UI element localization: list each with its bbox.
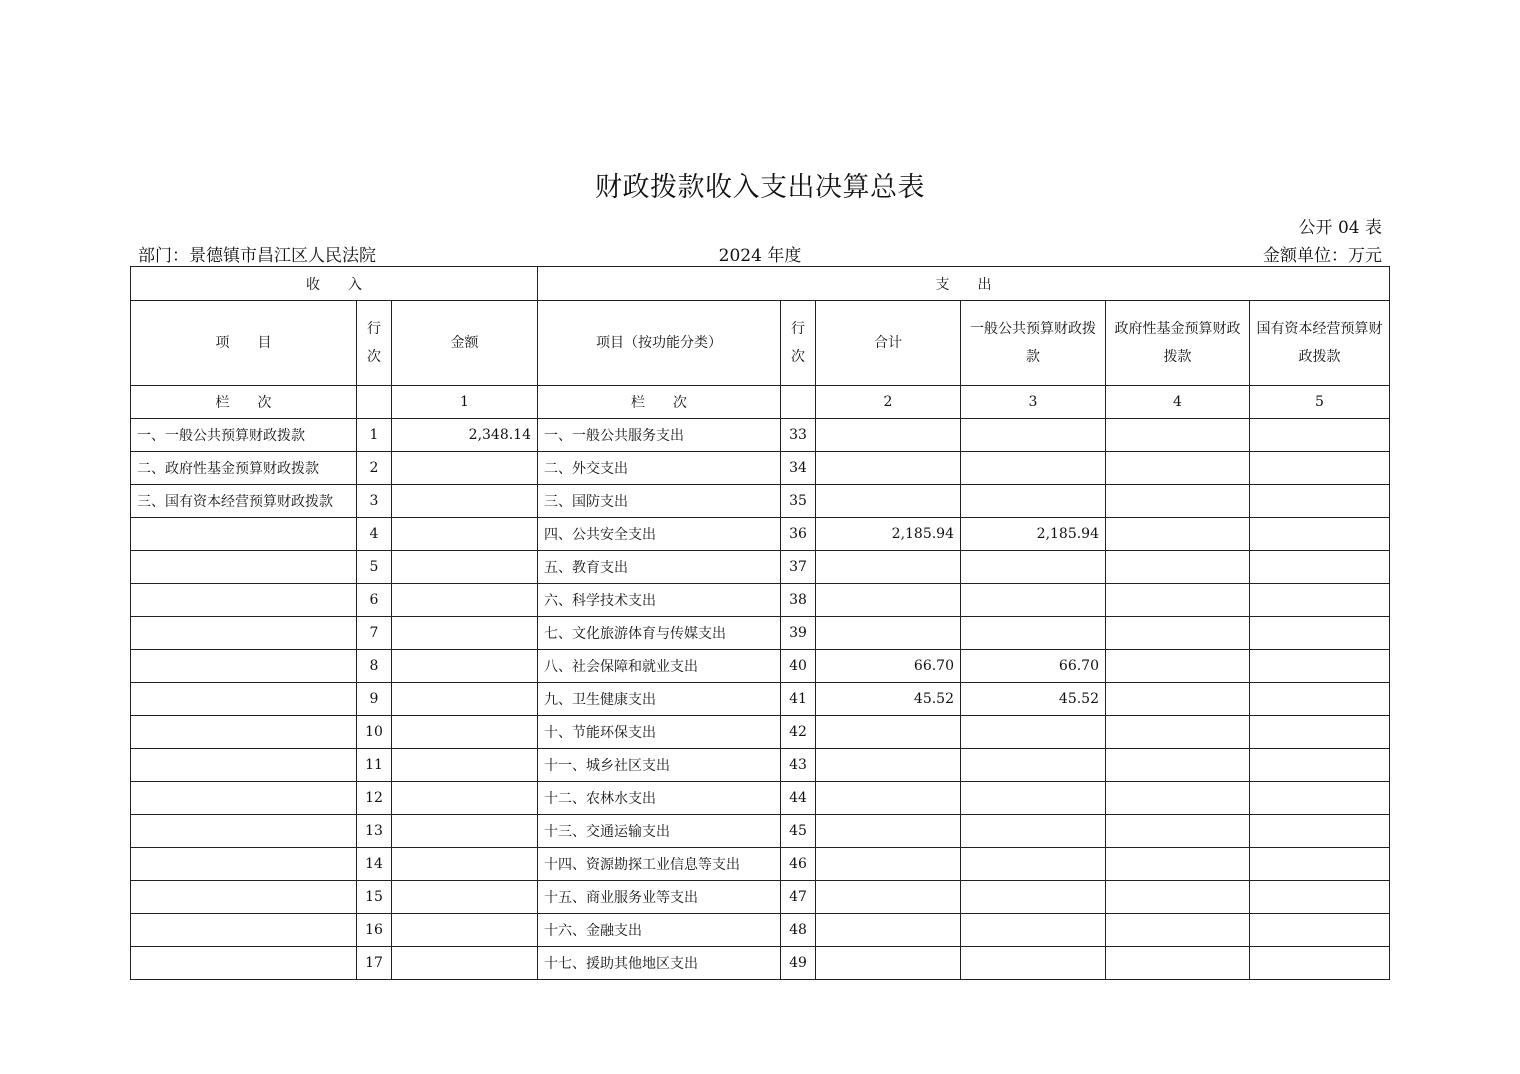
expense-row-no-cell: 33 [781,419,816,452]
total-cell [816,419,961,452]
income-item-cell: 三、国有资本经营预算财政拨款 [131,485,357,518]
expense-item-cell: 十一、城乡社区支出 [538,749,781,782]
gov-fund-cell [1106,716,1250,749]
table-row [131,584,1390,617]
income-amount-cell [392,848,538,881]
table-row [131,947,1390,980]
income-amount-cell: 2,348.14 [392,419,538,452]
lanci-blank-2 [781,386,816,419]
expense-item-cell: 十六、金融支出 [538,914,781,947]
income-row-no-cell: 15 [357,881,392,914]
gov-fund-cell [1106,749,1250,782]
state-capital-cell [1250,683,1390,716]
state-capital-cell [1250,617,1390,650]
income-item-cell [131,815,357,848]
general-budget-cell [961,452,1106,485]
table-row [131,848,1390,881]
general-budget-cell [961,815,1106,848]
income-row-no-cell: 2 [357,452,392,485]
expense-row-no-cell: 38 [781,584,816,617]
income-section: 收 入 [131,267,538,301]
state-capital-cell [1250,815,1390,848]
expense-row-no-cell: 47 [781,881,816,914]
department-label: 部门：景德镇市昌江区人民法院 [138,246,376,266]
table-row [131,683,1390,716]
header-row-no: 行次 [357,301,392,386]
income-amount-cell [392,881,538,914]
income-row-no-cell: 11 [357,749,392,782]
income-amount-cell [392,551,538,584]
income-amount-cell [392,584,538,617]
general-budget-cell [961,881,1106,914]
total-cell [816,881,961,914]
table-row [131,881,1390,914]
table-row [131,551,1390,584]
income-item-cell [131,584,357,617]
income-item-cell [131,782,357,815]
income-amount-cell [392,452,538,485]
income-item-cell [131,551,357,584]
gov-fund-cell [1106,617,1250,650]
income-amount-cell [392,914,538,947]
total-cell: 66.70 [816,650,961,683]
expense-item-cell: 九、卫生健康支出 [538,683,781,716]
table-row [131,452,1390,485]
gov-fund-cell [1106,782,1250,815]
column-number-row [131,386,1390,419]
lanci-c5: 5 [1250,386,1390,419]
income-row-no-cell: 1 [357,419,392,452]
income-amount-cell [392,683,538,716]
state-capital-cell [1250,551,1390,584]
expense-row-no-cell: 46 [781,848,816,881]
state-capital-cell [1250,485,1390,518]
expense-row-no-cell: 43 [781,749,816,782]
header-row-no-2: 行次 [781,301,816,386]
state-capital-cell [1250,452,1390,485]
total-cell [816,485,961,518]
table-row [131,650,1390,683]
lanci-c4: 4 [1106,386,1250,419]
total-cell [816,815,961,848]
general-budget-cell [961,485,1106,518]
gov-fund-cell [1106,518,1250,551]
total-cell [816,914,961,947]
expense-item-cell: 一、一般公共服务支出 [538,419,781,452]
income-amount-cell [392,815,538,848]
gov-fund-cell [1106,551,1250,584]
expense-row-no-cell: 40 [781,650,816,683]
state-capital-cell [1250,716,1390,749]
total-cell: 2,185.94 [816,518,961,551]
lanci-c1: 1 [392,386,538,419]
income-row-no-cell: 14 [357,848,392,881]
income-row-no-cell: 8 [357,650,392,683]
total-cell [816,584,961,617]
gov-fund-cell [1106,650,1250,683]
income-item-cell [131,914,357,947]
expense-item-cell: 十四、资源勘探工业信息等支出 [538,848,781,881]
expense-item-cell: 十五、商业服务业等支出 [538,881,781,914]
total-cell [816,782,961,815]
income-item-cell [131,683,357,716]
table-body [131,419,1390,980]
gov-fund-cell [1106,881,1250,914]
income-item-cell [131,518,357,551]
page-title: 财政拨款收入支出决算总表 [595,172,925,203]
income-item-cell [131,617,357,650]
lanci-label-2: 栏 次 [538,386,781,419]
income-item-cell [131,749,357,782]
expense-item-cell: 十七、援助其他地区支出 [538,947,781,980]
expense-row-no-cell: 37 [781,551,816,584]
general-budget-cell [961,419,1106,452]
expense-item-cell: 十三、交通运输支出 [538,815,781,848]
income-row-no-cell: 17 [357,947,392,980]
expense-row-no-cell: 39 [781,617,816,650]
header-general: 一般公共预算财政拨款 [961,301,1106,386]
expense-item-cell: 四、公共安全支出 [538,518,781,551]
general-budget-cell [961,584,1106,617]
budget-table [130,266,1390,980]
income-amount-cell [392,518,538,551]
income-amount-cell [392,947,538,980]
income-amount-cell [392,716,538,749]
header-total: 合计 [816,301,961,386]
table-row [131,485,1390,518]
income-amount-cell [392,650,538,683]
gov-fund-cell [1106,485,1250,518]
total-cell [816,617,961,650]
general-budget-cell [961,617,1106,650]
general-budget-cell [961,848,1106,881]
general-budget-cell [961,749,1106,782]
expense-item-cell: 十、节能环保支出 [538,716,781,749]
expense-item-cell: 三、国防支出 [538,485,781,518]
expense-row-no-cell: 45 [781,815,816,848]
form-number: 公开 04 表 [1298,218,1382,238]
expense-section: 支 出 [538,267,1390,301]
income-row-no-cell: 13 [357,815,392,848]
header-func-item: 项目（按功能分类） [538,301,781,386]
expense-item-cell: 二、外交支出 [538,452,781,485]
lanci-label: 栏 次 [131,386,357,419]
expense-item-cell: 五、教育支出 [538,551,781,584]
lanci-c2: 2 [816,386,961,419]
general-budget-cell: 66.70 [961,650,1106,683]
state-capital-cell [1250,650,1390,683]
lanci-blank [357,386,392,419]
total-cell [816,749,961,782]
gov-fund-cell [1106,452,1250,485]
column-header-row [131,301,1390,386]
expense-item-cell: 七、文化旅游体育与传媒支出 [538,617,781,650]
income-row-no-cell: 4 [357,518,392,551]
state-capital-cell [1250,518,1390,551]
gov-fund-cell [1106,584,1250,617]
state-capital-cell [1250,749,1390,782]
income-item-cell: 一、一般公共预算财政拨款 [131,419,357,452]
income-row-no-cell: 12 [357,782,392,815]
table-row [131,419,1390,452]
gov-fund-cell [1106,683,1250,716]
income-item-cell [131,716,357,749]
table-row [131,914,1390,947]
header-item: 项 目 [131,301,357,386]
state-capital-cell [1250,584,1390,617]
gov-fund-cell [1106,848,1250,881]
expense-item-cell: 十二、农林水支出 [538,782,781,815]
state-capital-cell [1250,881,1390,914]
expense-row-no-cell: 36 [781,518,816,551]
income-row-no-cell: 10 [357,716,392,749]
income-item-cell [131,848,357,881]
total-cell [816,452,961,485]
table-row [131,749,1390,782]
section-header-row [131,267,1390,301]
total-cell [816,947,961,980]
income-item-cell [131,881,357,914]
general-budget-cell [961,947,1106,980]
general-budget-cell [961,782,1106,815]
total-cell [816,716,961,749]
expense-row-no-cell: 35 [781,485,816,518]
income-row-no-cell: 16 [357,914,392,947]
income-row-no-cell: 9 [357,683,392,716]
income-item-cell [131,947,357,980]
state-capital-cell [1250,914,1390,947]
table-row [131,815,1390,848]
amount-unit: 金额单位：万元 [1263,246,1382,266]
income-amount-cell [392,782,538,815]
general-budget-cell [961,551,1106,584]
general-budget-cell: 45.52 [961,683,1106,716]
lanci-c3: 3 [961,386,1106,419]
expense-row-no-cell: 49 [781,947,816,980]
header-amount: 金额 [392,301,538,386]
gov-fund-cell [1106,815,1250,848]
state-capital-cell [1250,848,1390,881]
total-cell [816,551,961,584]
table-row [131,518,1390,551]
income-row-no-cell: 6 [357,584,392,617]
table-row [131,782,1390,815]
table-row [131,617,1390,650]
total-cell [816,848,961,881]
income-amount-cell [392,749,538,782]
state-capital-cell [1250,419,1390,452]
header-fund: 政府性基金预算财政拨款 [1106,301,1250,386]
income-amount-cell [392,617,538,650]
income-item-cell [131,650,357,683]
income-row-no-cell: 3 [357,485,392,518]
gov-fund-cell [1106,947,1250,980]
general-budget-cell [961,716,1106,749]
income-row-no-cell: 5 [357,551,392,584]
expense-row-no-cell: 44 [781,782,816,815]
income-amount-cell [392,485,538,518]
general-budget-cell [961,914,1106,947]
expense-item-cell: 八、社会保障和就业支出 [538,650,781,683]
income-item-cell: 二、政府性基金预算财政拨款 [131,452,357,485]
expense-row-no-cell: 48 [781,914,816,947]
expense-row-no-cell: 42 [781,716,816,749]
state-capital-cell [1250,947,1390,980]
gov-fund-cell [1106,914,1250,947]
header-state: 国有资本经营预算财政拨款 [1250,301,1390,386]
state-capital-cell [1250,782,1390,815]
expense-row-no-cell: 34 [781,452,816,485]
expense-item-cell: 六、科学技术支出 [538,584,781,617]
expense-row-no-cell: 41 [781,683,816,716]
gov-fund-cell [1106,419,1250,452]
income-row-no-cell: 7 [357,617,392,650]
fiscal-year: 2024 年度 [718,246,802,266]
total-cell: 45.52 [816,683,961,716]
table-row [131,716,1390,749]
general-budget-cell: 2,185.94 [961,518,1106,551]
